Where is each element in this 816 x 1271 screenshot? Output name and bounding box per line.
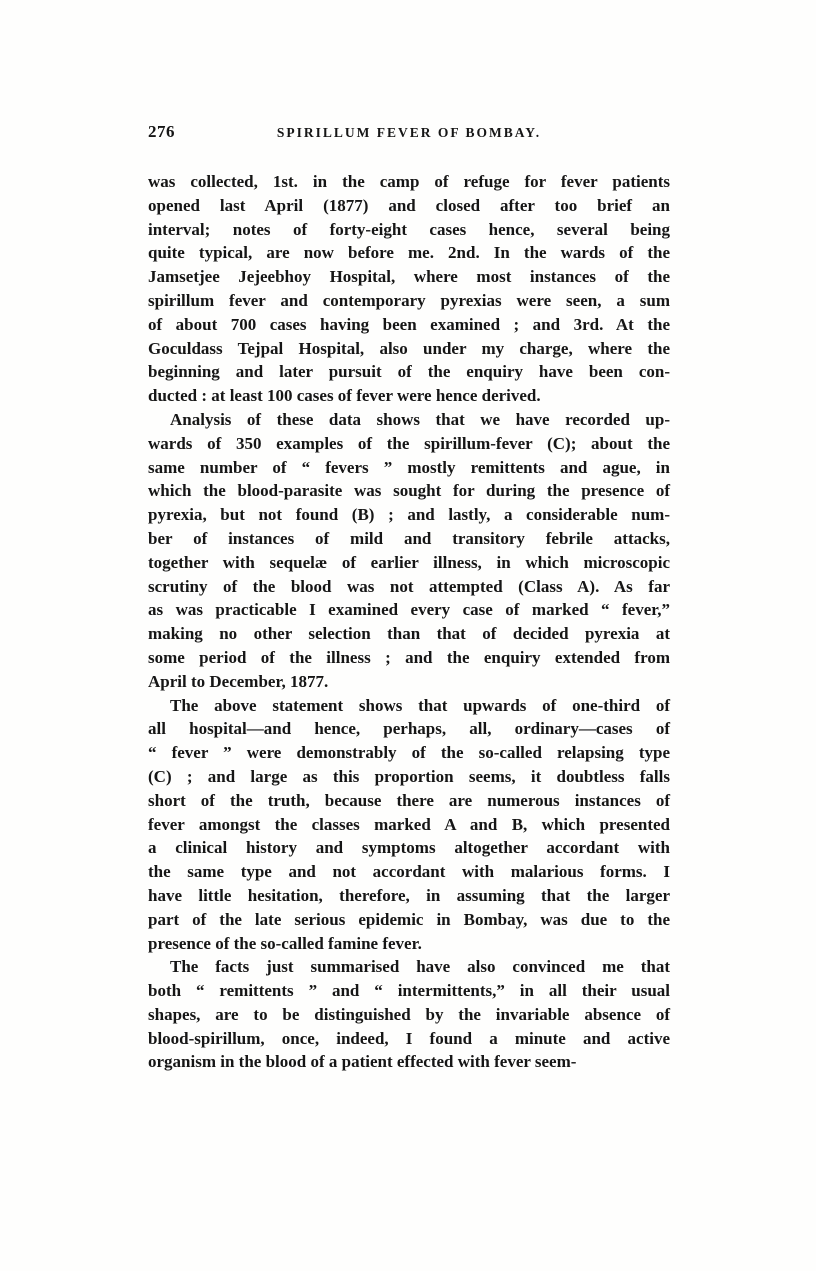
text-line: part of the late serious epidemic in Bombay, was due to the (148, 909, 670, 929)
text-line: as was practicable I examined every case of marked “ fever,” (148, 600, 670, 620)
text-line: April to December, 1877. (148, 671, 329, 691)
text-line: some period of the illness ; and the enquiry extended from (148, 647, 670, 667)
page-header (148, 122, 670, 144)
text-line: the same type and not accordant with malarious forms. I (148, 862, 670, 882)
text-line: making no other selection than that of decided pyrexia at (148, 624, 670, 644)
text-line: Jamsetjee Jejeebhoy Hospital, where most instances of the (148, 267, 670, 287)
text-line: “ fever ” were demonstrably of the so-called relapsing type (148, 743, 670, 763)
text-line: same number of “ fevers ” mostly remittents and ague, in (148, 457, 670, 477)
text-line: together with sequelæ of earlier illness, in which microscopic (148, 552, 670, 572)
text-line: blood-spirillum, once, indeed, I found a minute and active (148, 1028, 670, 1048)
text-line: all hospital—and hence, perhaps, all, ordinary—cases of (148, 719, 670, 739)
text-line: wards of 350 examples of the spirillum-fever (C); about the (148, 433, 670, 453)
page-body (148, 170, 670, 1074)
text-line: pyrexia, but not found (B) ; and lastly, a considerable num- (148, 505, 670, 525)
text-line: was collected, 1st. in the camp of refuge for fever patients (148, 172, 670, 191)
text-line: opened last April (1877) and closed after too brief an (148, 195, 670, 215)
text-line: a clinical history and symptoms altogether accordant with (148, 838, 670, 858)
text-line: The above statement shows that upwards of one-third of (170, 695, 670, 715)
text-line: fever amongst the classes marked A and B, which presented (148, 814, 670, 834)
text-line: (C) ; and large as this proportion seems, it doubtless falls (148, 766, 670, 786)
text-line: presence of the so-called famine fever. (148, 933, 422, 953)
text-line: scrutiny of the blood was not attempted (Class A). As far (148, 576, 670, 596)
text-column (148, 122, 670, 1074)
text-line: short of the truth, because there are numerous instances of (148, 790, 670, 810)
text-line: Analysis of these data shows that we have recorded up- (170, 409, 670, 429)
text-line: shapes, are to be distinguished by the invariable absence of (148, 1004, 670, 1024)
text-line: spirillum fever and contemporary pyrexias were seen, a sum (148, 290, 670, 310)
page-number: 276 (148, 122, 175, 141)
text-line: quite typical, are now before me. 2nd. In the wards of the (148, 243, 670, 263)
text-line: beginning and later pursuit of the enquiry have been con- (148, 362, 670, 382)
text-line: The facts just summarised have also convinced me that (170, 957, 670, 977)
text-line: have little hesitation, therefore, in assuming that the larger (148, 885, 670, 905)
text-line: organism in the blood of a patient effected with fever seem- (148, 1052, 577, 1072)
text-line: of about 700 cases having been examined ; and 3rd. At the (148, 314, 670, 334)
text-line: ducted : at least 100 cases of fever were hence derived. (148, 386, 541, 406)
text-line: Goculdass Tejpal Hospital, also under my charge, where the (148, 338, 670, 358)
text-line: both “ remittents ” and “ intermittents,” in all their usual (148, 981, 670, 1001)
text-line: interval; notes of forty-eight cases hence, several being (148, 219, 670, 239)
text-line: ber of instances of mild and transitory febrile attacks, (148, 528, 670, 548)
running-title: SPIRILLUM FEVER OF BOMBAY. (276, 125, 542, 140)
text-line: which the blood-parasite was sought for during the presence of (148, 481, 670, 501)
